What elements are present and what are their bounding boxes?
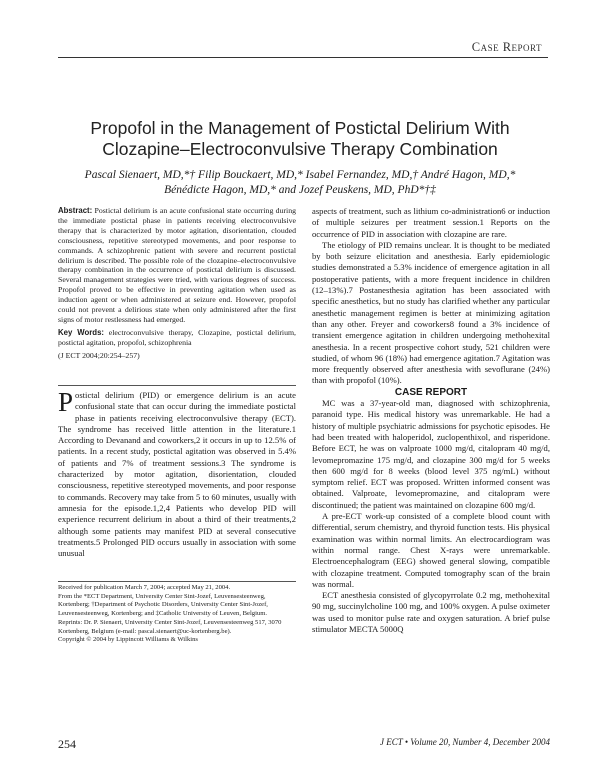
authors xyxy=(58,168,542,198)
paragraph: ECT anesthesia consisted of glycopyrrolate 0.2 mg, methohexital 90 mg, succinylcholine 100 mg, and 100% oxygen. A pulse oximeter was used to monitor pulse rate and oxygen saturation. A brief pulse stimulator MECTA 5000Q xyxy=(312,590,550,634)
abstract-paragraph xyxy=(58,206,296,325)
paragraph: MC was a 37-year-old man, diagnosed with schizophrenia, paranoid type. His medical history was unremarkable. He had a history of multiple psychiatric admissions for psychotic episodes. He had been treated with haloperidol, zuclopenthixol, and risperidone. Before ECT, he was on valproate 1000 mg/d, citalopram 40 mg/d, levomepromazine 175 mg/d, and clozapine 300 mg/d for 5 weeks then 600 mg/d for 8 weeks (blood level 375 ng/mL) without symptom relief. ECT was proposed. Written informed consent was obtained. Valproate, levomepromazine, and citalopram were discontinued; the patient was maintained on clozapine 600 mg/d. xyxy=(312,398,550,510)
footnote-received: Received for publication March 7, 2004; accepted May 21, 2004. xyxy=(58,584,231,591)
intro-text: ostictal delirium (PID) or emergence delirium is an acute confusional state that can occur during the immediate postictal phase in patients receiving electroconvulsive therapy (ECT). The syndrome has received little attention in the literature.1 According to Devanand and coworkers,2 it occurs in up to 12.5% of patients. In a recent study, postictal agitation was observed in 5.4% of patients and 7% of treatment sessions.3 The syndrome is characterized by motor agitation, disorientation, clouded consciousness, repetitive stereotyped movements, and poor response to commands. Recovery may take from 5 to 60 minutes, usually with amnesia for the episode.1,2,4 Patients who develop PID will experience recurrent delirium in about a third of their treatments,2 although some patients may manifest PID at several consecutive treatments.5 Prolonged PID occurs usually in association with some unusual xyxy=(58,390,296,559)
drop-cap: P xyxy=(58,387,74,417)
authors-line-2: Bénédicte Hagon, MD,* and Jozef Peuskens, MD, PhD*†‡ xyxy=(164,184,436,196)
footnote-divider xyxy=(58,581,296,582)
right-column xyxy=(312,206,550,635)
paragraph: The etiology of PID remains unclear. It is thought to be mediated by both seizure elicitation and anesthesia. Early epidemiologic studies demonstrated a 5.3% incidence of emergence agitation in all postoperative patients, with a more frequent incidence in children (12–13%).7 Postanesthesia agitation has been associated with specific anesthetics, but no study has clarified whether any particular anesthetic management regimen is better at minimizing agitation than any other. Freyer and coworkers8 found a 3% incidence of transient emergence agitation in children undergoing methohexital anesthesia. In a recent prospective cohort study, 521 children were studied, of whom 96 (18%) had emergence agitation.7 Agitation was more frequently observed after anesthesia with sevoflurane (24%) than with propofol (10%). xyxy=(312,239,550,386)
abstract xyxy=(58,206,296,381)
citation: (J ECT 2004;20:254–257) xyxy=(58,350,140,360)
footnote-reprints: Reprints: Dr. P. Sienaert, University Center Sint-Jozef, Leuvensesteenweg 517, 3070 Kortenberg, Belgium (e-mail: pascal.sienaert@uc-kortenberg.be). xyxy=(58,618,282,635)
authors-line-1: Pascal Sienaert, MD,*† Filip Bouckaert, MD,* Isabel Fernandez, MD,† André Hagon, MD,* xyxy=(84,169,516,181)
article-title: Propofol in the Management of Postictal Delirium With Clozapine–Electroconvulsive Therapy Combination xyxy=(90,118,510,159)
section-label: Case Report xyxy=(471,40,542,54)
keywords xyxy=(58,328,296,348)
abstract-divider xyxy=(58,385,296,386)
paragraph: A pre-ECT work-up consisted of a complete blood count with differential, serum chemistry, and thyroid function tests. His physical examination was within normal limits. An electrocardiogram was within normal range. Chest X-rays were unremarkable. Electroencephalogram (EEG) showed general slowing, compatible with clozapine treatment. Computed tomography scan of the brain was normal. xyxy=(312,511,550,589)
intro-column xyxy=(58,387,296,559)
keywords-text: electroconvulsive therapy, Clozapine, postictal delirium, postictal agitation, propofol, schizophrenia xyxy=(58,327,297,347)
footnote-copyright: Copyright © 2004 by Lippincott Williams & Wilkins xyxy=(58,636,198,644)
footnote-affiliations: From the *ECT Department, University Center Sint-Jozef, Leuvensesteenweg, Kortenberg; †Department of Psychotic Disorders, University Center Sint-Jozef, Leuvensesteenweg, Kortenberg; and ‡Catholic University of Leuven, Belgium. xyxy=(58,592,268,618)
case-report-heading: CASE REPORT xyxy=(394,386,468,398)
keywords-label: Key Words: xyxy=(58,327,104,337)
abstract-text: Postictal delirium is an acute confusional state occurring during the immediate postictal phase in patients receiving electroconvulsive therapy that is characterized by motor agitation, disorientation, clouded consciousness, repetitive stereotyped movements, and poor response to commands. A schizophrenic patient with severe and recurrent postictal delirium is described. The possible role of the clozapine–electroconvulsive therapy combination in the occurrence of postictal delirium is discussed. Several management strategies were tried, with various degrees of success. Propofol proved to be effective in preventing agitation when used as induction agent or when administered at seizure end. However, propofol could not prevent a delirious state when only administered after the first signs of motor restlessness had emerged. xyxy=(58,206,296,324)
header-divider xyxy=(58,57,548,58)
footnotes xyxy=(58,584,296,645)
journal-footer: J ECT • Volume 20, Number 4, December 2004 xyxy=(380,737,550,747)
paragraph: aspects of treatment, such as lithium co-administration6 or induction of multiple seizures per treatment session.1 Reports on the occurrence of PID in association with clozapine are rare. xyxy=(312,206,550,239)
page-number: 254 xyxy=(58,737,76,751)
abstract-label: Abstract: xyxy=(58,206,93,215)
